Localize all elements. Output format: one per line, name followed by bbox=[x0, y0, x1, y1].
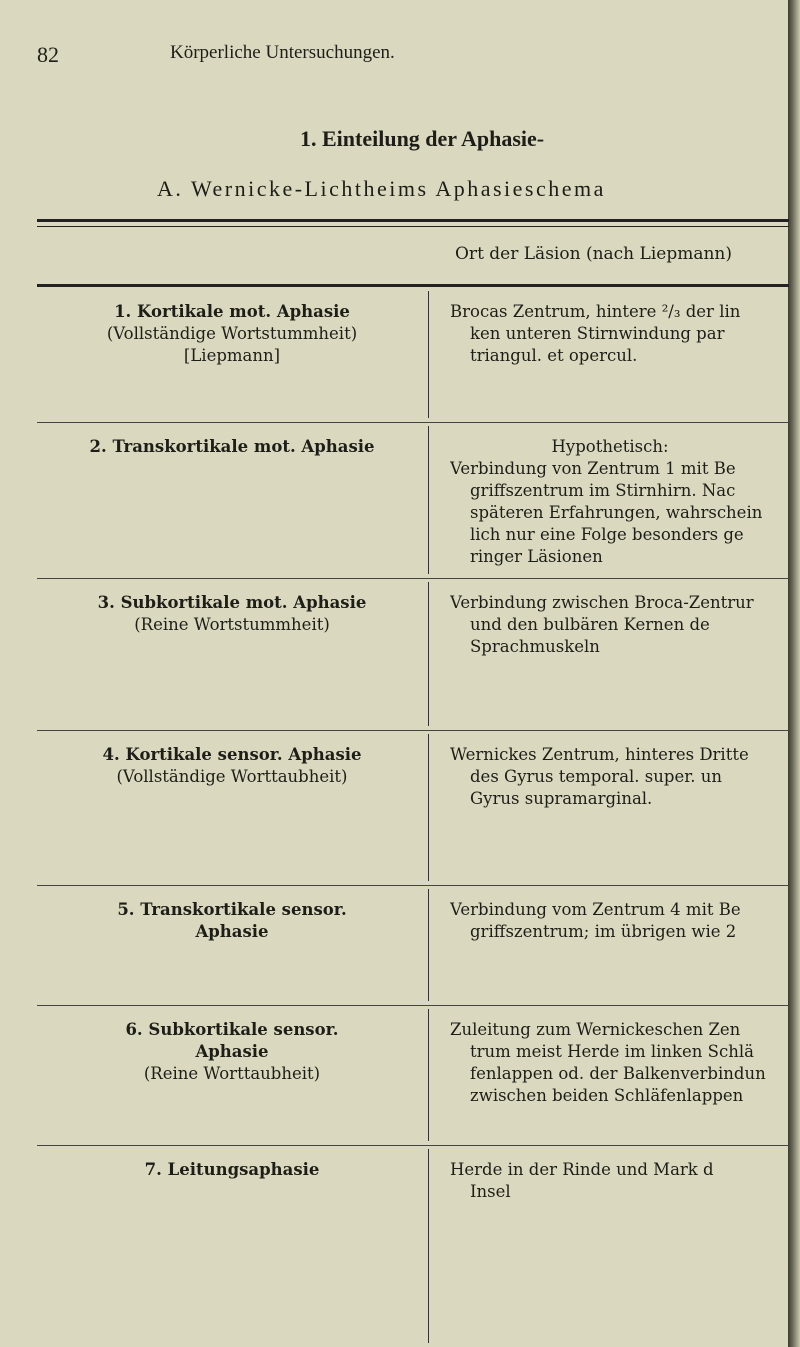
location-line: Verbindung von Zentrum 1 mit Be bbox=[450, 459, 736, 478]
aphasia-type-name: 3. Subkortikale mot. Aphasie bbox=[97, 593, 367, 612]
column-divider bbox=[428, 291, 429, 418]
lesion-location-cell bbox=[450, 1019, 788, 1107]
location-line: lich nur eine Folge besonders ge bbox=[470, 525, 744, 544]
column-header-location: Ort der Läsion (nach Liepmann) bbox=[455, 244, 732, 264]
aphasia-type-cell bbox=[37, 592, 427, 636]
location-line: ringer Läsionen bbox=[470, 547, 603, 566]
location-line: Insel bbox=[470, 1182, 511, 1201]
aphasia-type-cell bbox=[37, 301, 427, 367]
column-divider bbox=[428, 889, 429, 1001]
aphasia-type-name: 5. Transkortikale sensor. bbox=[117, 900, 347, 919]
row-divider bbox=[37, 885, 789, 886]
location-line: Sprachmuskeln bbox=[470, 637, 600, 656]
column-divider bbox=[428, 1149, 429, 1343]
row-divider bbox=[37, 578, 789, 579]
section-title: 1. Einteilung der Aphasie- bbox=[300, 126, 545, 151]
location-line: Brocas Zentrum, hintere ²/₃ der lin bbox=[450, 302, 741, 321]
location-line: griffszentrum im Stirnhirn. Nac bbox=[470, 481, 736, 500]
column-divider bbox=[428, 582, 429, 726]
aphasia-type-name: 1. Kortikale mot. Aphasie bbox=[114, 302, 350, 321]
row-divider bbox=[37, 422, 789, 423]
aphasia-type-subtitle: (Reine Worttaubheit) bbox=[143, 1064, 321, 1083]
aphasia-type-name: 4. Kortikale sensor. Aphasie bbox=[102, 745, 362, 764]
location-line: triangul. et opercul. bbox=[470, 346, 638, 365]
location-line: fenlappen od. der Balkenverbindun bbox=[470, 1064, 766, 1083]
aphasia-type-subtitle: [Liepmann] bbox=[183, 346, 281, 365]
lesion-location-cell bbox=[450, 1159, 788, 1203]
aphasia-type-subtitle: (Vollständige Worttaubheit) bbox=[116, 767, 348, 786]
location-line: griffszentrum; im übrigen wie 2 bbox=[470, 922, 737, 941]
column-divider bbox=[428, 426, 429, 574]
table-top-rule bbox=[37, 219, 789, 222]
location-line: und den bulbären Kernen de bbox=[470, 615, 710, 634]
row-divider bbox=[37, 730, 789, 731]
location-heading: Hypothetisch: bbox=[551, 437, 669, 456]
book-spine-edge bbox=[788, 0, 800, 1347]
aphasia-type-name: 7. Leitungsaphasie bbox=[144, 1160, 320, 1179]
location-line: Gyrus supramarginal. bbox=[470, 789, 653, 808]
location-line: des Gyrus temporal. super. un bbox=[470, 767, 723, 786]
location-line: Wernickes Zentrum, hinteres Dritte bbox=[450, 745, 749, 764]
column-divider bbox=[428, 1009, 429, 1141]
location-line: Zuleitung zum Wernickeschen Zen bbox=[450, 1020, 741, 1039]
aphasia-type-cell bbox=[37, 1159, 427, 1181]
location-line: zwischen beiden Schläfenlappen bbox=[470, 1086, 744, 1105]
lesion-location-cell bbox=[450, 744, 788, 810]
aphasia-type-subtitle: Aphasie bbox=[195, 1042, 269, 1061]
aphasia-type-subtitle: Aphasie bbox=[195, 922, 269, 941]
aphasia-type-name: 6. Subkortikale sensor. bbox=[125, 1020, 339, 1039]
column-divider bbox=[428, 734, 429, 881]
aphasia-type-subtitle: (Reine Wortstummheit) bbox=[134, 615, 330, 634]
location-line: ken unteren Stirnwindung par bbox=[470, 324, 725, 343]
aphasia-type-cell bbox=[37, 744, 427, 788]
aphasia-type-subtitle: (Vollständige Wortstummheit) bbox=[106, 324, 358, 343]
table-top-rule-thin bbox=[37, 226, 789, 227]
row-divider bbox=[37, 1005, 789, 1006]
aphasia-type-cell bbox=[37, 1019, 427, 1085]
location-line: Verbindung zwischen Broca-Zentrur bbox=[450, 593, 754, 612]
location-line: trum meist Herde im linken Schlä bbox=[470, 1042, 754, 1061]
lesion-location-cell bbox=[450, 899, 788, 943]
header-bottom-rule bbox=[37, 284, 789, 287]
location-line: späteren Erfahrungen, wahrschein bbox=[470, 503, 763, 522]
aphasia-type-name: 2. Transkortikale mot. Aphasie bbox=[89, 437, 375, 456]
subsection-title: A. Wernicke-Lichtheims Aphasieschema bbox=[157, 176, 606, 201]
lesion-location-cell bbox=[450, 436, 788, 568]
page-number: 82 bbox=[37, 42, 59, 67]
location-line: Herde in der Rinde und Mark d bbox=[450, 1160, 714, 1179]
aphasia-type-cell bbox=[37, 899, 427, 943]
running-title: Körperliche Untersuchungen. bbox=[170, 42, 395, 63]
aphasia-type-cell bbox=[37, 436, 427, 458]
lesion-location-cell bbox=[450, 592, 788, 658]
row-divider bbox=[37, 1145, 789, 1146]
lesion-location-cell bbox=[450, 301, 788, 367]
location-line: Verbindung vom Zentrum 4 mit Be bbox=[450, 900, 741, 919]
